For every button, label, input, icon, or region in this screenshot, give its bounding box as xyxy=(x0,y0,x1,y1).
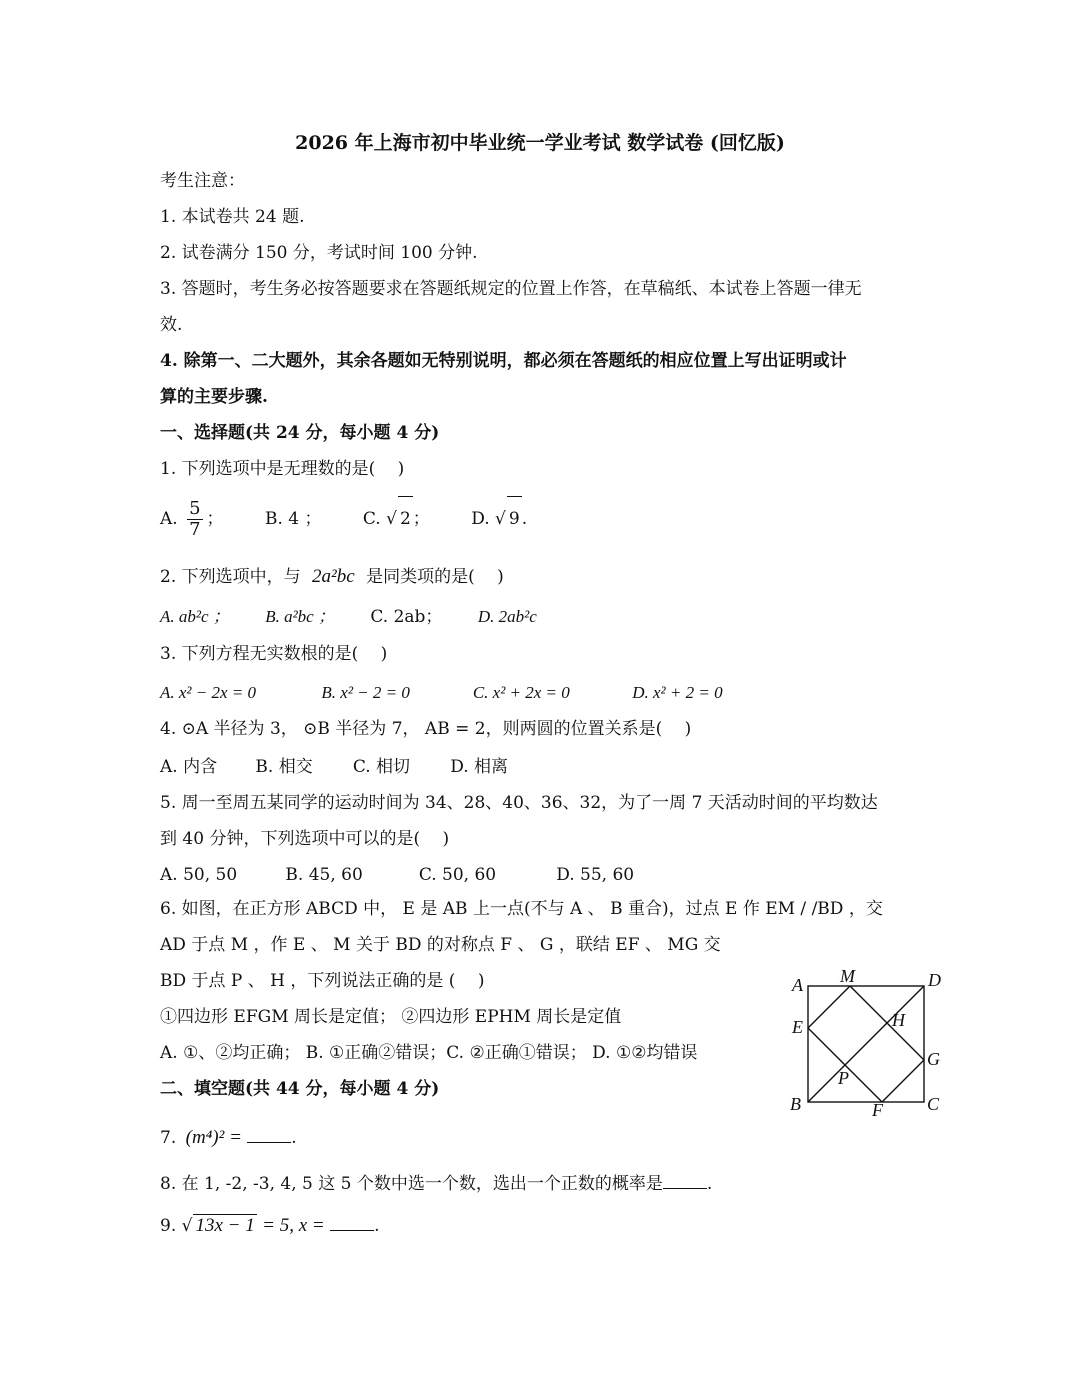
q3-option-c: C. x² + 2x = 0 xyxy=(472,683,570,702)
notice-heading: 考生注意： xyxy=(160,171,245,191)
q4-option-c: C. 相切 xyxy=(352,757,411,777)
q9: 9. √ 13x − 1 = 5, x = . xyxy=(160,1212,380,1237)
q1-option-b: B. 4 ； xyxy=(264,509,322,529)
fraction: $\frac{5}{7}$ xyxy=(189,498,201,540)
q5-options xyxy=(160,864,634,886)
q1-option-d: D. √ 9 . xyxy=(471,496,527,541)
answer-blank xyxy=(330,1212,374,1231)
q4-option-a: A. 内含 xyxy=(160,757,218,777)
q6-options: A. ①、②均正确； B. ①正确②错误；C. ②正确①错误； D. ①②均错误 xyxy=(160,1043,698,1063)
q7: 7. (m⁴)² = . xyxy=(160,1124,297,1149)
q2-option-b: B. a²bc ； xyxy=(265,607,335,626)
q4-option-b: B. 相交 xyxy=(255,757,313,777)
q5-option-c: C. 50, 60 xyxy=(418,865,497,885)
q3-stem: 3. 下列方程无实数根的是( ) xyxy=(160,644,388,664)
q6-stem-cont-2: BD 于点 P 、 H ，下列说法正确的是 ( ) xyxy=(160,971,485,991)
notice-item-4-cont: 算的主要步骤. xyxy=(160,387,268,407)
q1-option-c: C. √ 2 ； xyxy=(363,496,430,541)
q1-options xyxy=(160,496,527,541)
notice-item-3-cont: 效. xyxy=(160,315,183,335)
page-title: 2026 年上海市初中毕业统一学业考试 数学试卷 (回忆版) xyxy=(295,132,785,154)
answer-blank xyxy=(663,1170,707,1189)
label-d: D xyxy=(928,970,941,990)
q6-stem: 6. 如图，在正方形 ABCD 中， E 是 AB 上一点(不与 A 、 B 重合)，过点 E 作 EM / /BD ，交 xyxy=(160,899,883,919)
q4-stem: 4. ⊙A 半径为 3， ⊙B 半径为 7， AB = 2，则两圆的位置关系是( ) xyxy=(160,719,692,739)
q6-stem-cont: AD 于点 M ，作 E 、 M 关于 BD 的对称点 F 、 G ，联结 EF 、 MG 交 xyxy=(160,935,721,955)
q5-option-a: A. 50, 50 xyxy=(160,865,238,885)
q3-option-a: A. x² − 2x = 0 xyxy=(160,683,257,702)
section1-heading: 一、选择题(共 24 分，每小题 4 分) xyxy=(160,423,440,443)
answer-blank xyxy=(247,1124,291,1143)
label-m: M xyxy=(840,966,855,986)
q2-option-a: A. ab²c ； xyxy=(160,607,230,626)
q2-stem: 2. 下列选项中，与 2a²bc 是同类项的是( ) xyxy=(160,566,504,587)
segment-fg xyxy=(882,1060,924,1102)
q8: 8. 在 1, -2, -3, 4, 5 这 5 个数中选一个数，选出一个正数的概率是 . xyxy=(160,1170,712,1195)
label-g: G xyxy=(927,1049,940,1069)
section2-heading: 二、填空题(共 44 分，每小题 4 分) xyxy=(160,1079,440,1099)
notice-item-4: 4. 除第一、二大题外，其余各题如无特别说明，都必须在答题纸的相应位置上写出证明或计 xyxy=(160,351,847,371)
q6-statements: ①四边形 EFGM 周长是定值； ②四边形 EPHM 周长是定值 xyxy=(160,1007,622,1027)
square-figure xyxy=(786,966,956,1116)
label-c: C xyxy=(927,1094,940,1114)
q4-option-d: D. 相离 xyxy=(450,757,509,777)
q5-stem: 5. 周一至周五某同学的运动时间为 34、28、40、36、32，为了一周 7 天活动时间的平均数达 xyxy=(160,793,878,813)
q5-option-b: B. 45, 60 xyxy=(285,865,363,885)
label-f: F xyxy=(872,1100,883,1116)
segment-em xyxy=(808,986,850,1028)
q2-option-d: D. 2ab²c xyxy=(477,607,537,626)
q3-option-b: B. x² − 2 = 0 xyxy=(321,683,410,702)
notice-item-3: 3. 答题时，考生务必按答题要求在答题纸规定的位置上作答，在草稿纸、本试卷上答题一律无 xyxy=(160,279,862,299)
diagonal-bd xyxy=(808,986,924,1102)
q1-stem: 1. 下列选项中是无理数的是( ) xyxy=(160,459,405,479)
label-a: A xyxy=(792,975,803,995)
notice-item-1: 1. 本试卷共 24 题. xyxy=(160,207,305,227)
q2-option-c: C. 2ab； xyxy=(370,607,443,627)
label-b: B xyxy=(790,1094,801,1114)
label-e: E xyxy=(792,1017,803,1037)
q3-option-d: D. x² + 2 = 0 xyxy=(632,683,723,702)
q2-options xyxy=(160,606,537,628)
q3-options xyxy=(160,682,723,704)
label-h: H xyxy=(892,1010,905,1030)
label-p: P xyxy=(838,1068,849,1088)
q5-stem-cont: 到 40 分钟，下列选项中可以的是( ) xyxy=(160,829,450,849)
q5-option-d: D. 55, 60 xyxy=(556,865,635,885)
notice-item-2: 2. 试卷满分 150 分，考试时间 100 分钟. xyxy=(160,243,478,263)
q4-options xyxy=(160,756,508,778)
q1-option-a: A. $\frac{5}{7}$ ； xyxy=(160,498,224,540)
